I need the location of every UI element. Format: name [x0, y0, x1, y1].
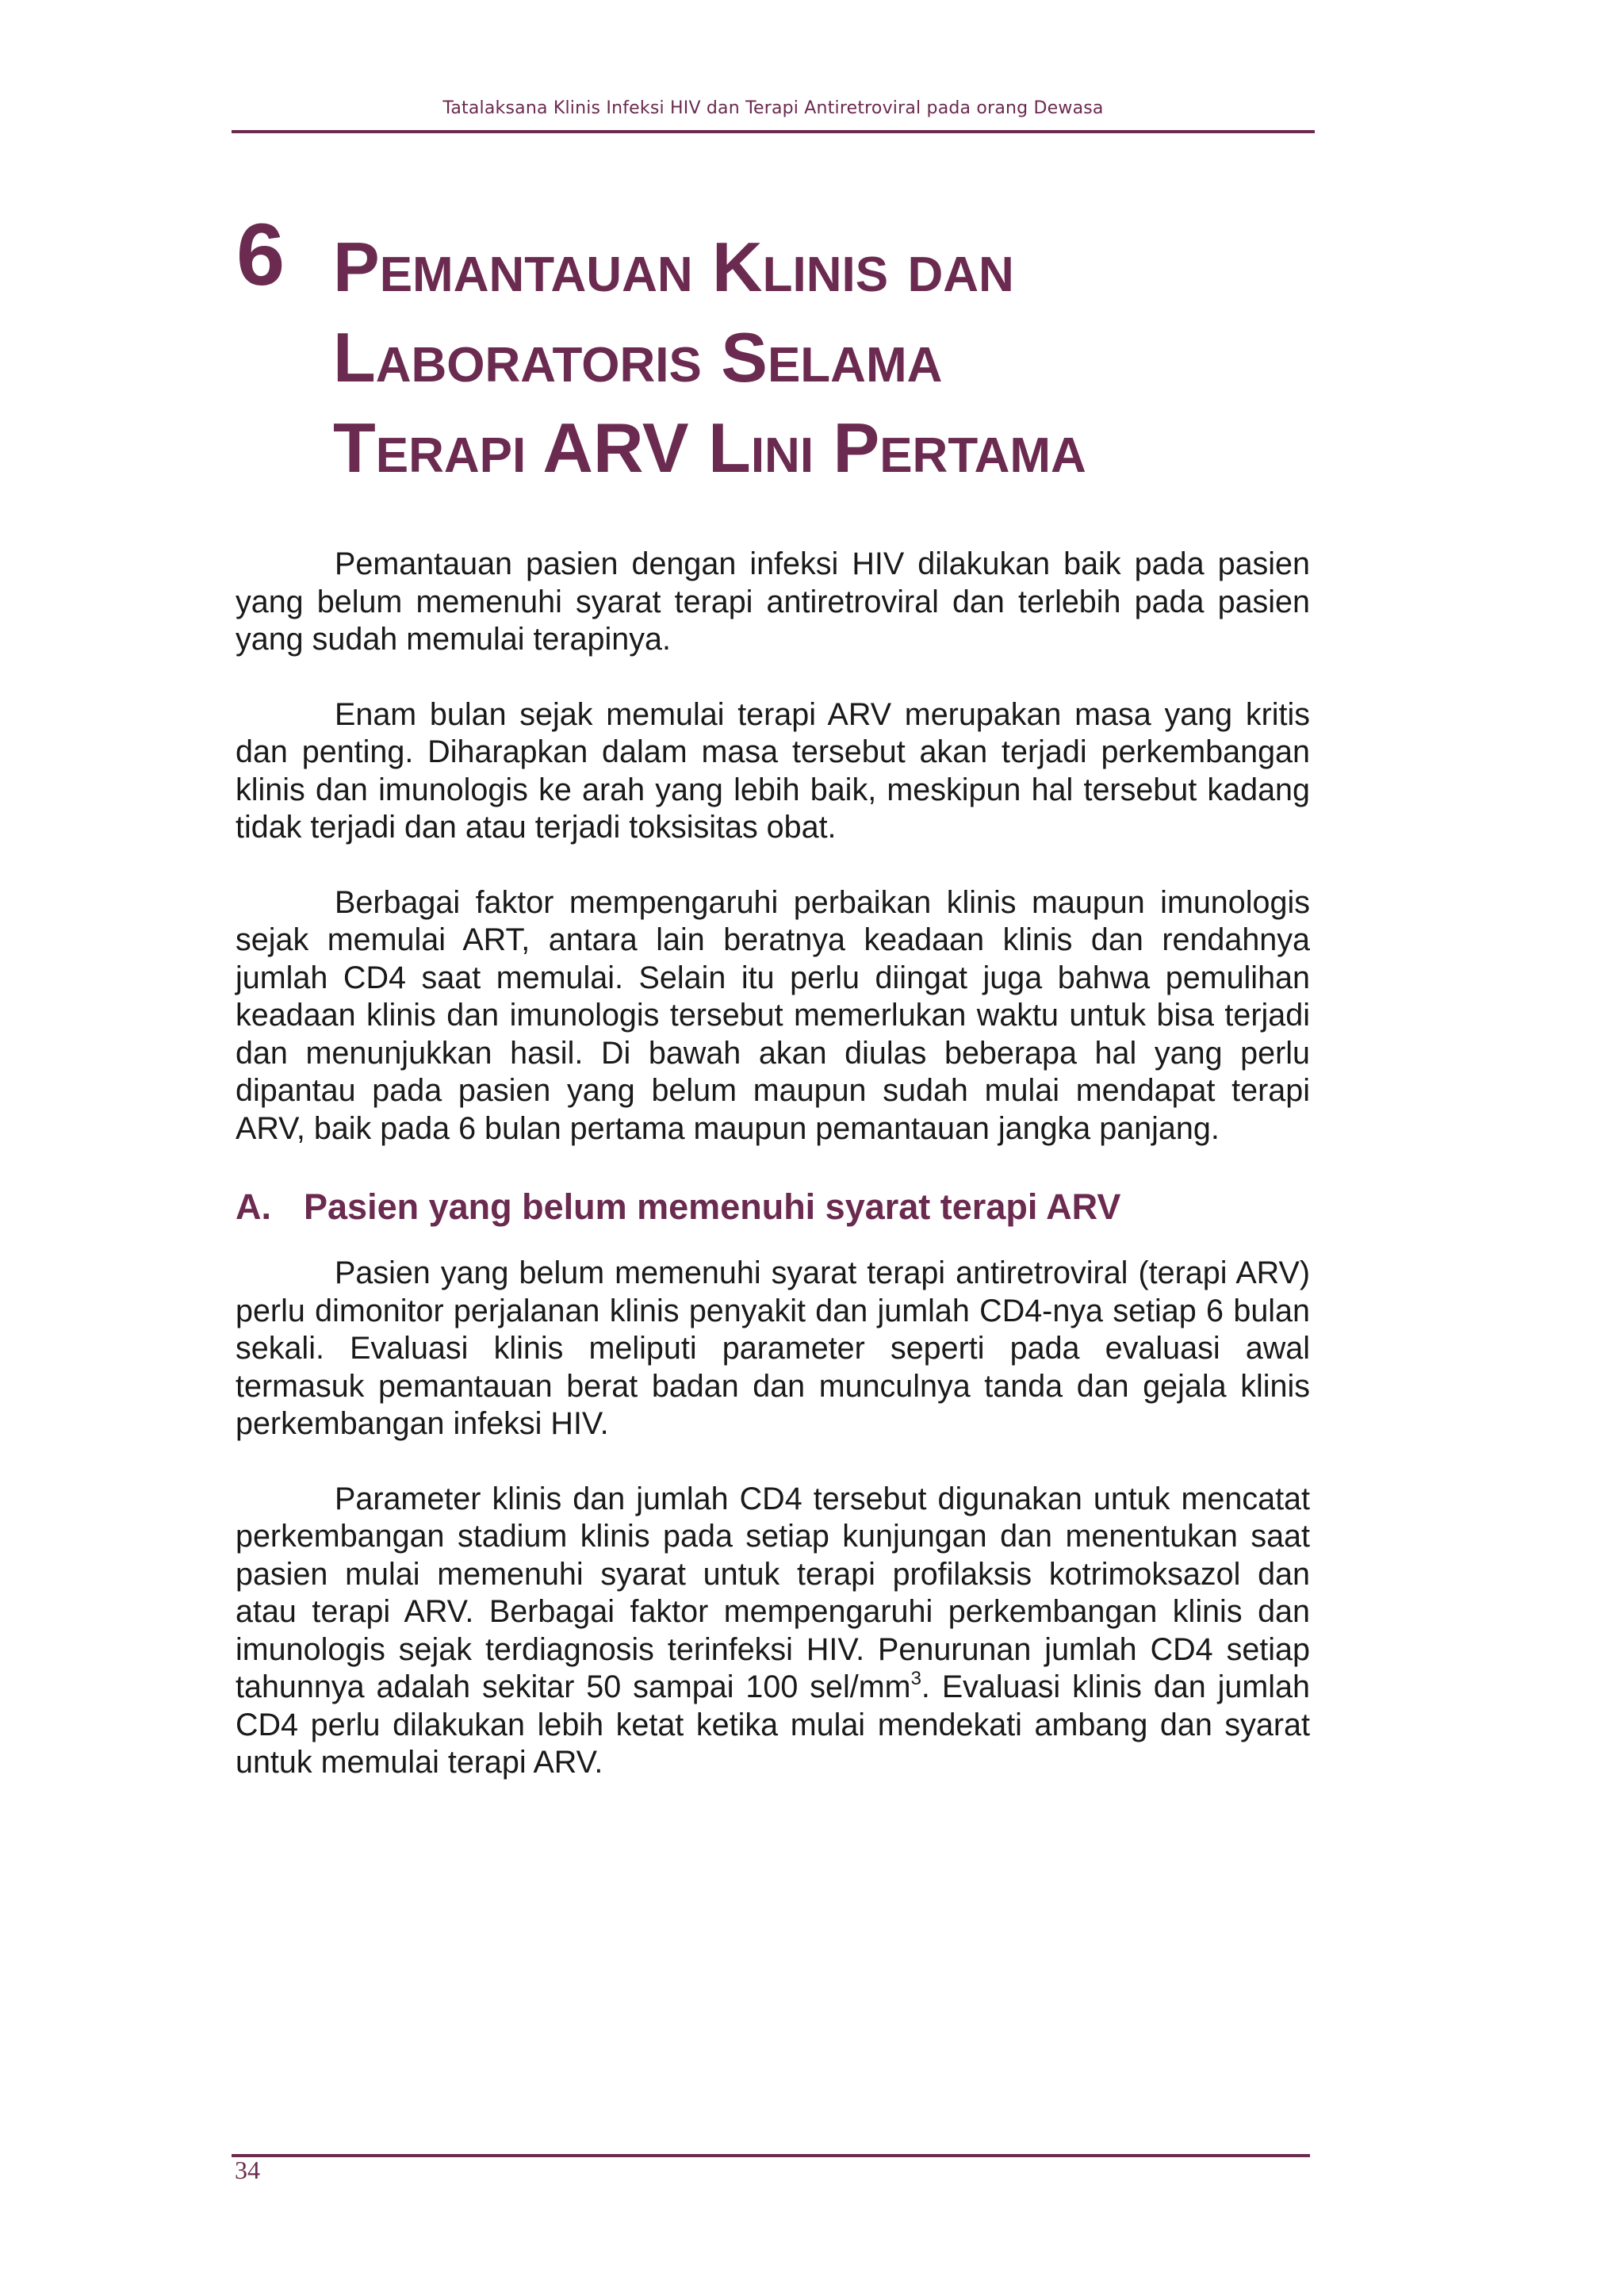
- section-paragraph: Pasien yang belum memenuhi syarat terapi antiretroviral (terapi ARV) perlu dimonitor perjalanan klinis penyakit dan jumlah CD4-nya setiap 6 bulan sekali. Evaluasi klinis meliputi parameter seperti pada evaluasi awal termasuk pemantauan berat badan dan munculnya tanda dan gejala klinis perkembangan infeksi HIV.: [236, 1255, 1310, 1441]
- chapter-title-line: Laboratoris Selama: [333, 318, 943, 397]
- body-paragraph: Berbagai faktor mempengaruhi perbaikan klinis maupun imunologis sejak memulai ART, antara lain beratnya keadaan klinis dan rendahnya jumlah CD4 saat memulai. Selain itu perlu diingat juga bahwa pemulihan keadaan klinis dan imunologis tersebut memerlukan waktu untuk bisa terjadi dan menunjukkan hasil. Di bawah akan diulas beberapa hal yang perlu dipantau pada pasien yang belum maupun sudah mulai mendapat terapi ARV, baik pada 6 bulan pertama maupun pemantauan jangka panjang.: [236, 884, 1310, 1146]
- paragraph-text: . Evaluasi klinis dan jumlah CD4 perlu dilakukan lebih ketat ketika mulai mendekati ambang dan syarat untuk memulai terapi ARV.: [236, 1669, 1310, 1780]
- section-title: Pasien yang belum memenuhi syarat terapi ARV: [304, 1186, 1121, 1227]
- section-letter: A.: [236, 1186, 271, 1227]
- paragraph-text: Parameter klinis dan jumlah CD4 tersebut digunakan untuk mencatat perkembangan stadium klinis pada setiap kunjungan dan menentukan saat pasien mulai memenuhi syarat untuk terapi profilaksis kotrimoksazol dan atau terapi ARV. Berbagai faktor mempengaruhi perkembangan klinis dan imunologis sejak terdiagnosis terinfeksi HIV. Penurunan jumlah CD4 setiap tahunnya adalah sekitar 50 sampai 100 sel/mm: [236, 1481, 1310, 1704]
- chapter-title-line: Pemantauan Klinis dan: [333, 228, 1014, 306]
- running-header: Tatalaksana Klinis Infeksi HIV dan Terapi Antiretroviral pada orang Dewasa: [442, 98, 1104, 118]
- chapter-number: 6: [236, 206, 285, 304]
- superscript: 3: [910, 1668, 921, 1689]
- page-number: 34: [235, 2156, 260, 2184]
- footer-rule: [232, 2154, 1310, 2157]
- body-paragraph: Enam bulan sejak memulai terapi ARV merupakan masa yang kritis dan penting. Diharapkan dalam masa tersebut akan terjadi perkembangan klinis dan imunologis ke arah yang lebih baik, meskipun hal tersebut kadang tidak terjadi dan atau terjadi toksisitas obat.: [236, 696, 1310, 845]
- chapter-title: [333, 222, 1364, 493]
- body-paragraph: Pemantauan pasien dengan infeksi HIV dilakukan baik pada pasien yang belum memenuhi syarat terapi antiretroviral dan terlebih pada pasien yang sudah memulai terapinya.: [236, 546, 1310, 657]
- header-rule: [232, 130, 1315, 133]
- chapter-title-line: Terapi ARV Lini Pertama: [333, 408, 1086, 487]
- section-heading: [236, 1185, 1310, 1229]
- section-paragraph: [236, 1481, 1310, 1782]
- main-content: [236, 546, 1310, 1819]
